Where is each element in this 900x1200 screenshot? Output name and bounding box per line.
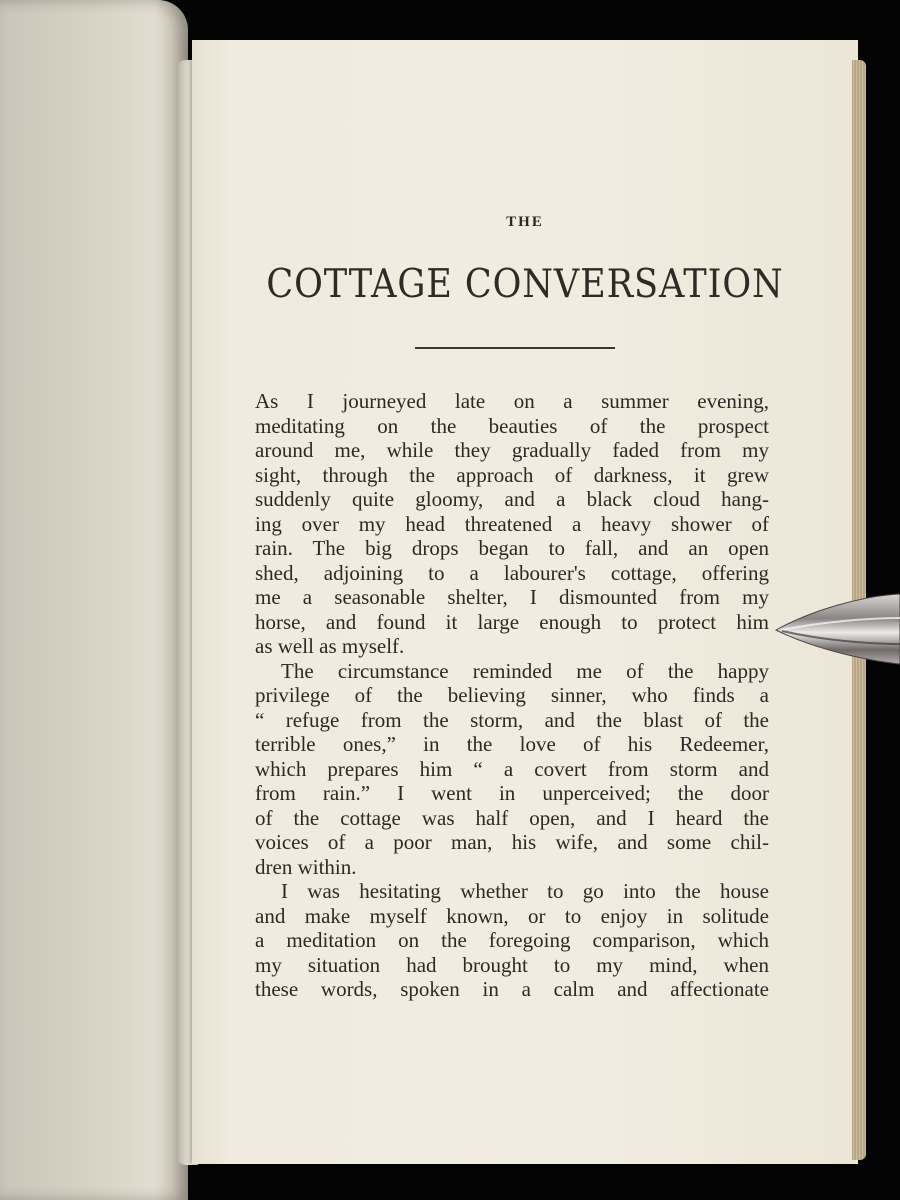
text-line: terrible ones,” in the love of his Redeemer, — [255, 732, 769, 756]
text-line: voices of a poor man, his wife, and some chil- — [255, 830, 769, 854]
title-divider — [415, 347, 615, 349]
text-line: privilege of the believing sinner, who finds a — [255, 683, 769, 707]
text-line: rain. The big drops began to fall, and an open — [255, 536, 769, 560]
text-line: I was hesitating whether to go into the house — [281, 879, 769, 903]
text-line: around me, while they gradually faded from my — [255, 438, 769, 462]
text-line: shed, adjoining to a labourer's cottage, offering — [255, 560, 769, 585]
text-line: me a seasonable shelter, I dismounted from my — [255, 585, 769, 609]
text-line: a meditation on the foregoing comparison, which — [255, 928, 769, 952]
left-page — [0, 0, 188, 1200]
text-line: As I journeyed late on a summer evening, — [255, 389, 769, 413]
text-line: which prepares him “ a covert from storm and — [255, 756, 769, 781]
text-line: sight, through the approach of darkness, it grew — [255, 462, 769, 487]
text-line: ing over my head threatened a heavy shower of — [255, 511, 769, 536]
text-line: of the cottage was half open, and I heard the — [255, 805, 769, 830]
text-line: as well as myself. — [255, 634, 405, 658]
text-line: horse, and found it large enough to protect him — [255, 609, 769, 634]
text-line: and make myself known, or to enjoy in solitude — [255, 903, 769, 928]
text-line: The circumstance reminded me of the happy — [281, 658, 769, 683]
page-title: COTTAGE CONVERSATION — [266, 262, 784, 307]
text-line: “ refuge from the storm, and the blast of the — [255, 707, 769, 732]
text-line: from rain.” I went in unperceived; the door — [255, 781, 769, 805]
heading-the: THE — [506, 214, 544, 230]
text-line: meditating on the beauties of the prospect — [255, 413, 769, 438]
text-line: my situation had brought to my mind, when — [255, 952, 769, 977]
text-line: dren within. — [255, 854, 357, 879]
metal-pointer-icon — [772, 588, 900, 668]
text-line: suddenly quite gloomy, and a black cloud hang- — [255, 487, 769, 511]
body-text — [255, 389, 769, 1002]
text-line: these words, spoken in a calm and affectionate — [255, 977, 769, 1001]
